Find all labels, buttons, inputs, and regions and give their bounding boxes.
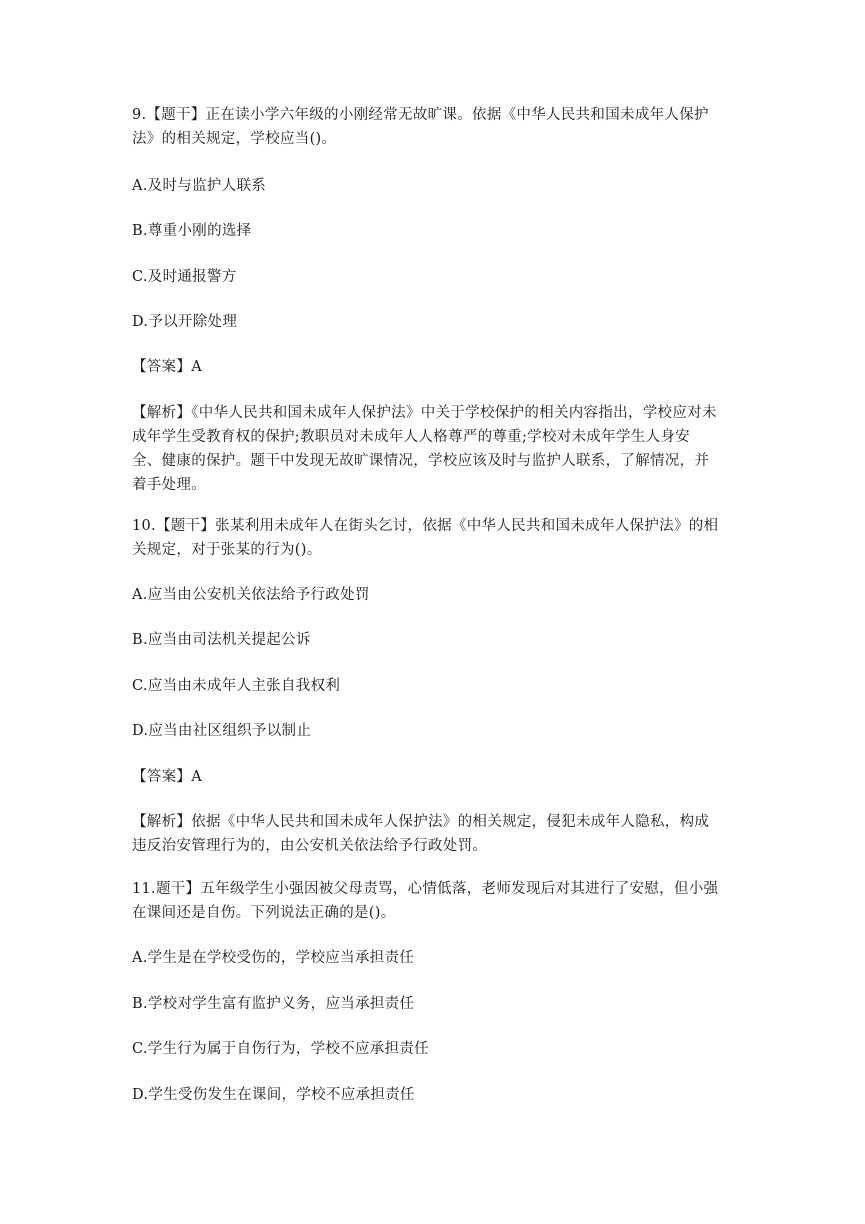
q11-option-b: B.学校对学生富有监护义务，应当承担责任 (132, 996, 415, 1012)
q10-analysis-line-2: 违反治安管理行为的，由公安机关依法给予行政处罚。 (132, 838, 488, 854)
q9-option-c: C.及时通报警方 (132, 269, 237, 285)
q11-option-a: A.学生是在学校受伤的，学校应当承担责任 (132, 950, 415, 966)
q9-stem-line-2: 法》的相关规定，学校应当()。 (132, 131, 337, 147)
q10-option-d: D.应当由社区组织予以制止 (132, 723, 312, 739)
q11-option-c: C.学生行为属于自伤行为，学校不应承担责任 (132, 1041, 429, 1057)
q11-stem-line-1: 11.题干】五年级学生小强因被父母责骂，心情低落，老师发现后对其进行了安慰，但小强 (132, 881, 719, 897)
q11-stem-line-2: 在课间还是自伤。下列说法正确的是()。 (132, 905, 396, 921)
q9-option-b: B.尊重小刚的选择 (132, 223, 252, 239)
q10-analysis-line-1: 【解析】依据《中华人民共和国未成年人保护法》的相关规定，侵犯未成年人隐私，构成 (132, 814, 710, 830)
q10-answer: 【答案】A (132, 769, 202, 785)
q9-stem-line-1: 9.【题干】正在读小学六年级的小刚经常无故旷课。依据《中华人民共和国未成年人保护 (132, 107, 709, 123)
q10-stem-line-2: 关规定，对于张某的行为()。 (132, 542, 322, 558)
q10-option-b: B.应当由司法机关提起公诉 (132, 632, 311, 648)
q10-option-c: C.应当由未成年人主张自我权利 (132, 678, 341, 694)
q9-analysis-line-2: 成年学生受教育权的保护;教职员对未成年人人格尊严的尊重;学校对未成年学生人身安 (132, 429, 690, 445)
q9-analysis-line-4: 着手处理。 (132, 477, 206, 493)
q9-answer: 【答案】A (132, 359, 202, 375)
q9-option-a: A.及时与监护人联系 (132, 178, 267, 194)
q9-analysis-line-3: 全、健康的保护。题干中发现无故旷课情况，学校应该及时与监护人联系，了解情况，并 (132, 453, 710, 469)
q10-stem-line-1: 10.【题干】张某利用未成年人在街头乞讨，依据《中华人民共和国未成年人保护法》的相 (132, 518, 719, 534)
q9-option-d: D.予以开除处理 (132, 314, 238, 330)
q10-option-a: A.应当由公安机关依法给予行政处罚 (132, 587, 370, 603)
q11-option-d: D.学生受伤发生在课间，学校不应承担责任 (132, 1087, 415, 1103)
q9-analysis-line-1: 【解析】《中华人民共和国未成年人保护法》中关于学校保护的相关内容指出，学校应对未 (132, 405, 717, 421)
